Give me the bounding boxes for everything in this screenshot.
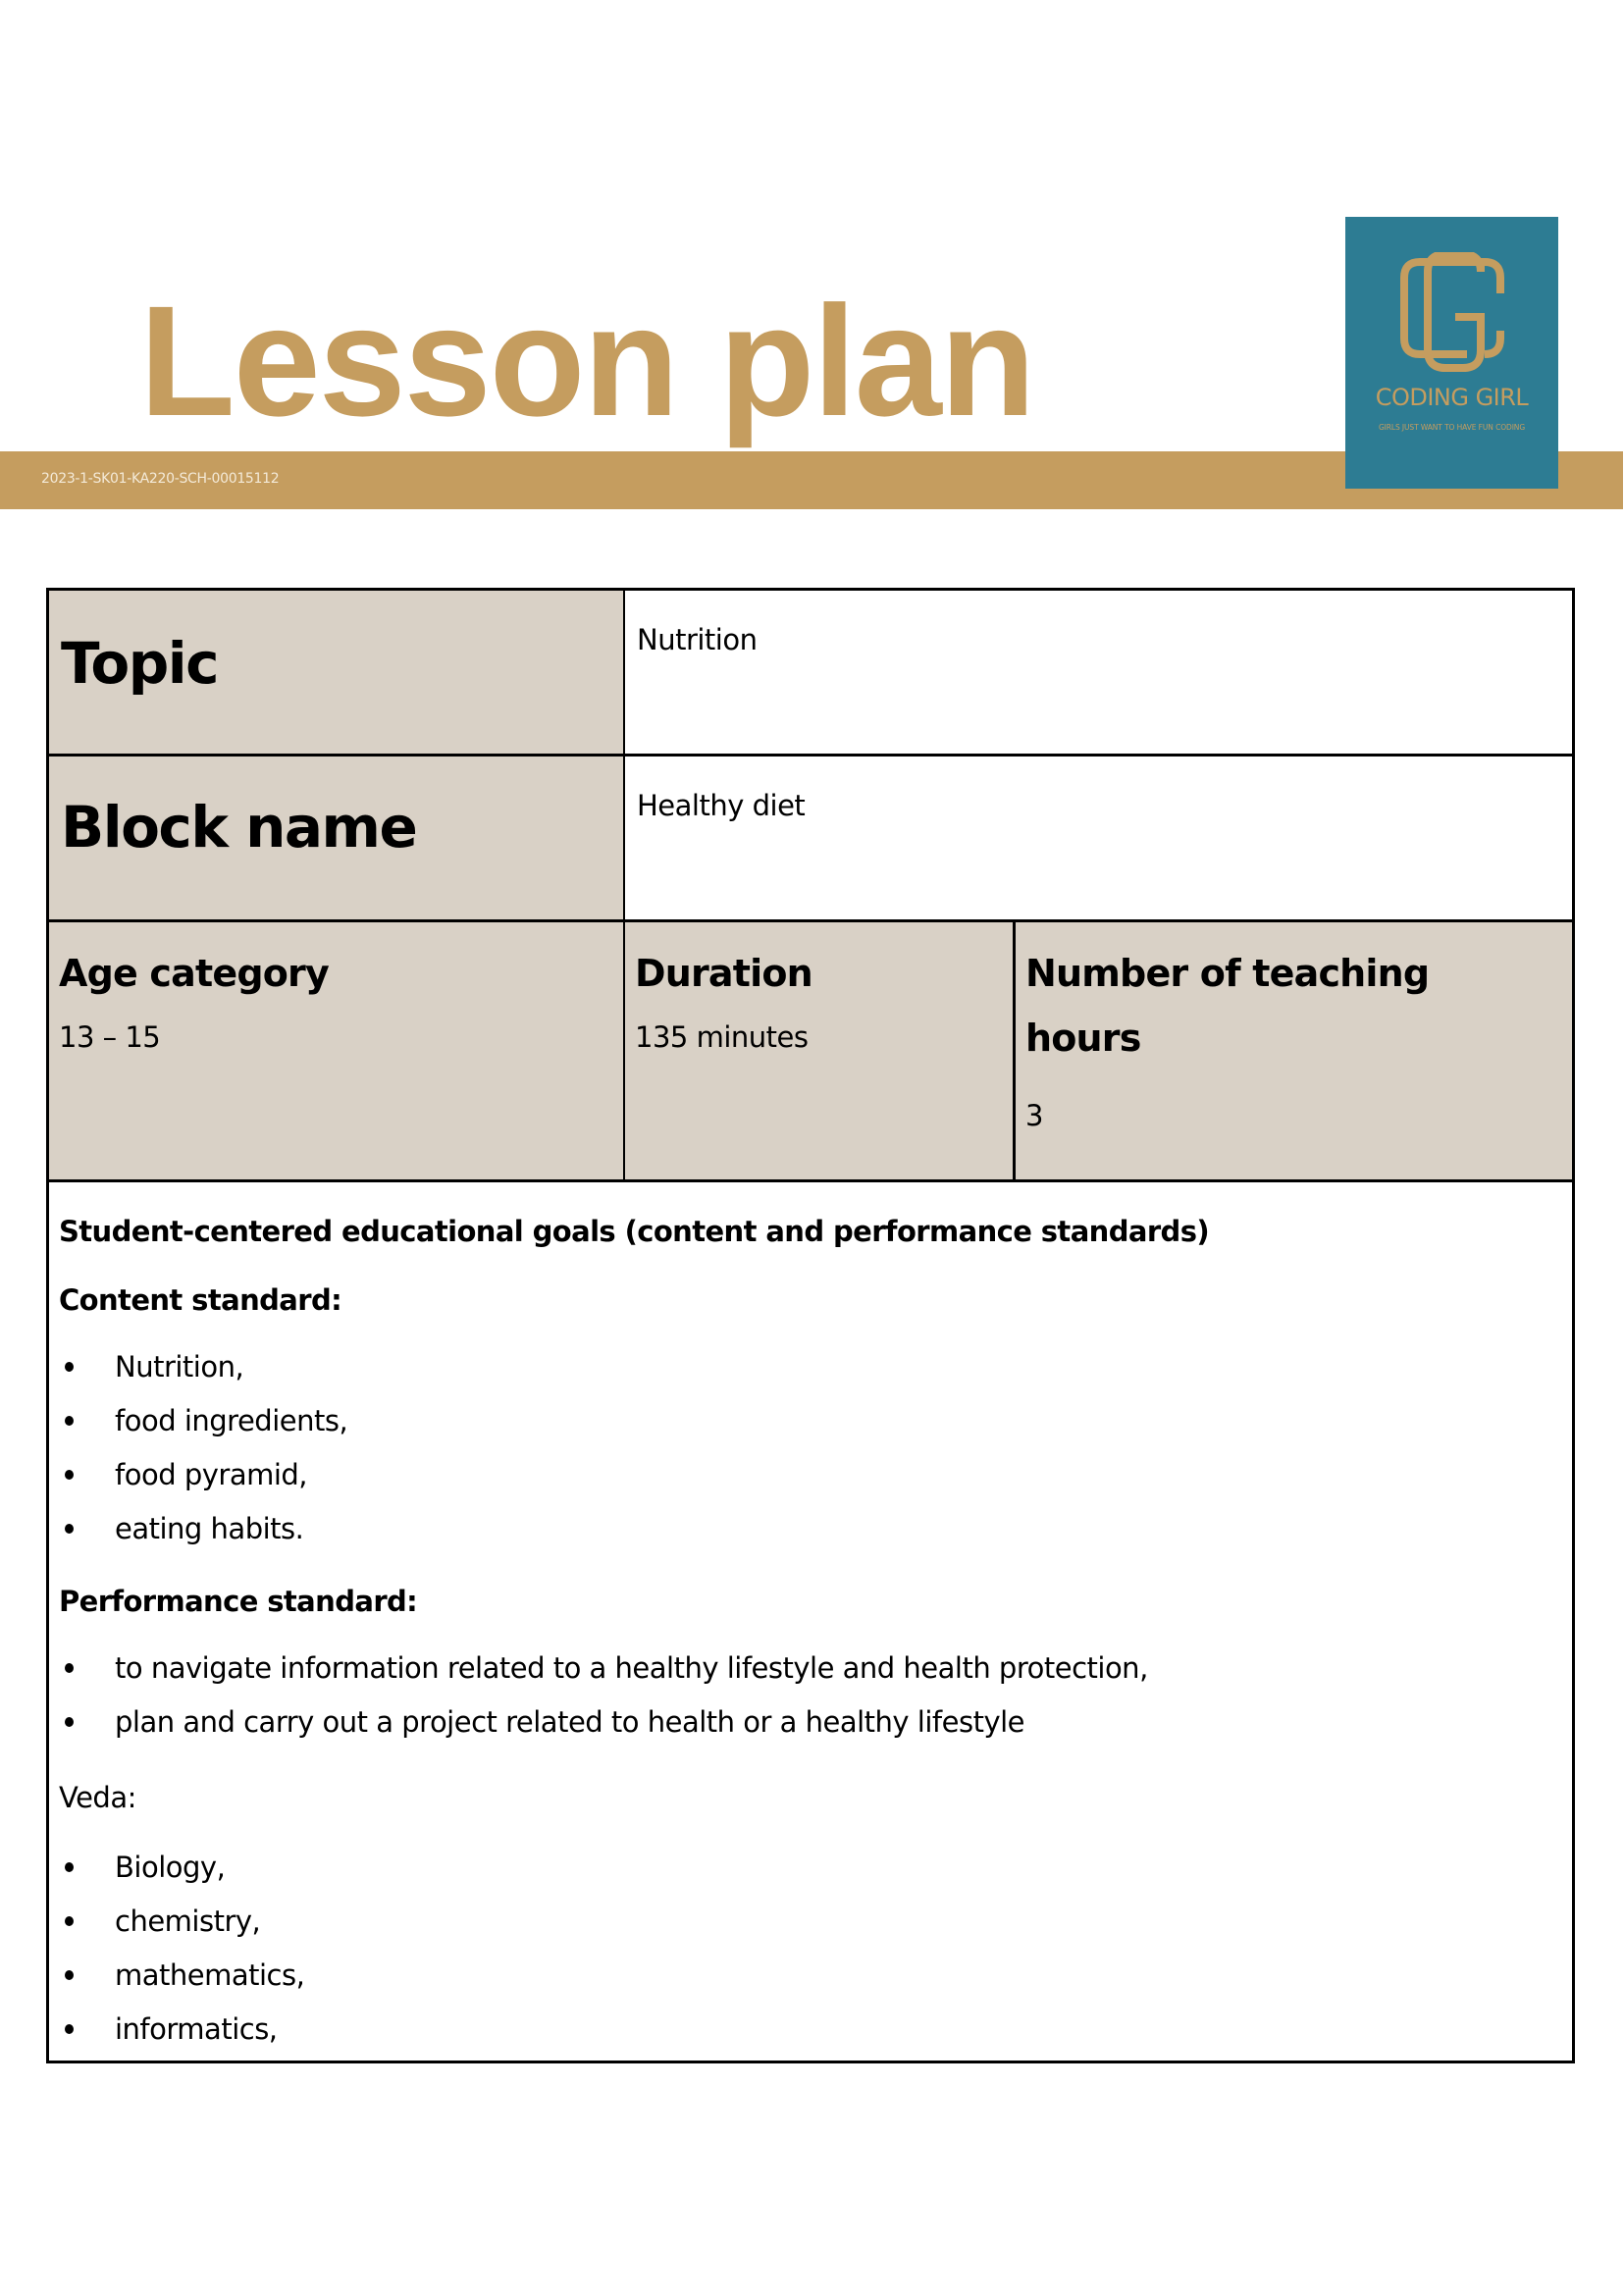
list-item: informatics, (59, 2009, 304, 2063)
duration-cell (625, 922, 1014, 1179)
content-standard-label: Content standard: (59, 1283, 342, 1317)
block-name-value: Healthy diet (637, 789, 806, 822)
goals-cell (49, 1182, 1572, 2061)
page-title: Lesson plan (139, 273, 1034, 448)
list-item: Nutrition, (59, 1347, 347, 1401)
list-item: Biology, (59, 1848, 304, 1902)
list-item: plan and carry out a project related to health or a healthy lifestyle (59, 1702, 1148, 1756)
logo-name: CODING GIRL (1375, 384, 1529, 411)
bullet-icon (65, 1916, 74, 1926)
list-item: food ingredients, (59, 1401, 347, 1455)
bullet-icon (65, 1524, 74, 1534)
lesson-plan-table (46, 588, 1575, 2063)
list-item: mathematics, (59, 1956, 304, 2009)
topic-label: Topic (61, 630, 218, 697)
cg-monogram-icon (1398, 252, 1506, 376)
knowledge-label: Veda: (59, 1781, 136, 1814)
coding-girl-logo (1345, 217, 1558, 489)
bullet-icon (65, 2024, 74, 2034)
topic-value: Nutrition (637, 623, 758, 656)
knowledge-list (59, 1848, 304, 2063)
age-category-cell (49, 922, 623, 1179)
teaching-hours-value: 3 (1025, 1099, 1043, 1132)
list-item: food pyramid, (59, 1455, 347, 1509)
performance-standard-label: Performance standard: (59, 1585, 418, 1618)
bullet-icon (65, 1663, 74, 1673)
list-item: chemistry, (59, 1902, 304, 1956)
topic-value-cell (627, 591, 1573, 756)
duration-label: Duration (635, 952, 812, 995)
duration-value: 135 minutes (635, 1020, 809, 1054)
bullet-icon (65, 1717, 74, 1727)
performance-standard-list (59, 1648, 1148, 1756)
age-category-value: 13 – 15 (59, 1020, 161, 1054)
teaching-hours-label-line2: hours (1025, 1017, 1141, 1060)
goals-title: Student-centered educational goals (content and performance standards) (59, 1215, 1210, 1248)
block-name-value-cell (627, 757, 1573, 919)
bullet-icon (65, 1970, 74, 1980)
bullet-icon (65, 1470, 74, 1480)
bullet-icon (65, 1862, 74, 1872)
block-name-label: Block name (61, 794, 417, 861)
topic-label-cell (49, 591, 625, 756)
teaching-hours-label-line1: Number of teaching (1025, 952, 1430, 995)
list-item: to navigate information related to a healthy lifestyle and health protection, (59, 1648, 1148, 1702)
list-item: eating habits. (59, 1509, 347, 1563)
bullet-icon (65, 1362, 74, 1372)
project-code: 2023-1-SK01-KA220-SCH-00015112 (41, 471, 280, 487)
content-standard-list (59, 1347, 347, 1563)
bullet-icon (65, 1416, 74, 1426)
teaching-hours-cell (1016, 922, 1572, 1179)
block-name-label-cell (49, 757, 625, 919)
age-category-label: Age category (59, 952, 329, 995)
logo-tagline: GIRLS JUST WANT TO HAVE FUN CODING (1378, 423, 1526, 432)
